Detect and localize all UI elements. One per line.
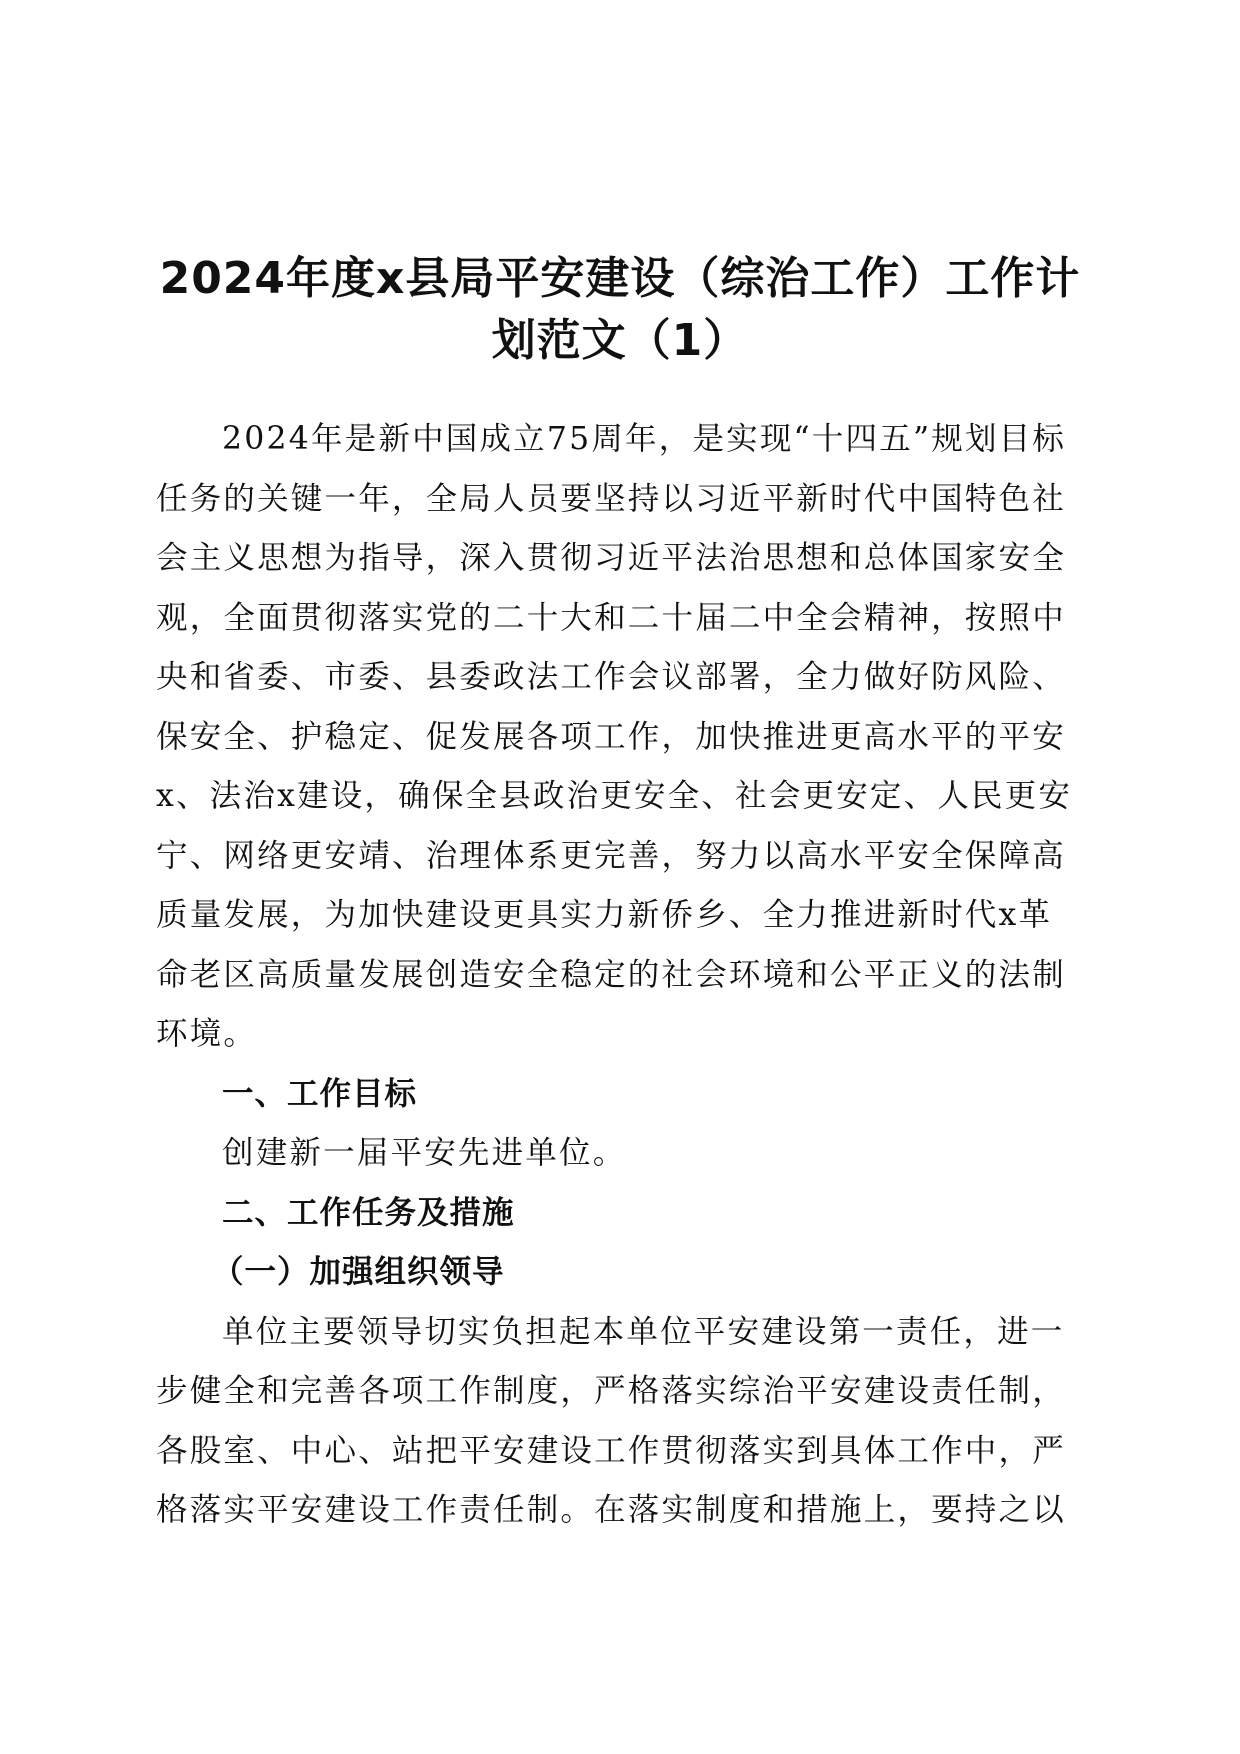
paragraph-line: x、法治x建设，确保全县政治更安全、社会更安定、人民更安: [156, 778, 1073, 814]
paragraph-line: 命老区高质量发展创造安全稳定的社会环境和公平正义的法制: [156, 956, 1066, 993]
document-body: [156, 410, 1076, 1541]
paragraph-line: 环境。: [156, 1016, 258, 1052]
paragraph-line: 观，全面贯彻落实党的二十大和二十届二中全会精神，按照中: [156, 599, 1066, 636]
paragraph-line: 任务的关键一年，全局人员要坚持以习近平新时代中国特色社: [156, 480, 1066, 517]
title-line-2: 划范文（1）: [491, 315, 749, 366]
section-heading-goals: 一、工作目标: [222, 1075, 418, 1112]
paragraph-line: 单位主要领导切实负担起本单位平安建设第一责任，进一: [222, 1313, 1065, 1350]
paragraph-line: 保安全、护稳定、促发展各项工作，加快推进更高水平的平安: [156, 718, 1066, 755]
title-line-1: 2024年度x县局平安建设（综治工作）工作计: [159, 253, 1081, 304]
paragraph-line: 央和省委、市委、县委政法工作会议部署，全力做好防风险、: [156, 659, 1066, 695]
document-title: [150, 248, 1090, 372]
paragraph-line: 2024年是新中国成立75周年，是实现“十四五”规划目标: [222, 421, 1067, 457]
section-goals-text: 创建新一届平安先进单位。: [222, 1135, 627, 1171]
paragraph-line: 各股室、中心、站把平安建设工作贯彻落实到具体工作中，严: [156, 1432, 1066, 1469]
paragraph-line: 宁、网络更安靖、治理体系更完善，努力以高水平安全保障高: [156, 837, 1066, 874]
subsection-heading-leadership: （一）加强组织领导: [212, 1254, 505, 1290]
paragraph-line: 格落实平安建设工作责任制。在落实制度和措施上，要持之以: [156, 1492, 1066, 1528]
paragraph-line: 步健全和完善各项工作制度，严格落实综治平安建设责任制，: [156, 1373, 1066, 1409]
section-heading-tasks: 二、工作任务及措施: [222, 1194, 515, 1231]
paragraph-line: 质量发展，为加快建设更具实力新侨乡、全力推进新时代x革: [156, 897, 1053, 933]
paragraph-line: 会主义思想为指导，深入贯彻习近平法治思想和总体国家安全: [156, 540, 1066, 576]
